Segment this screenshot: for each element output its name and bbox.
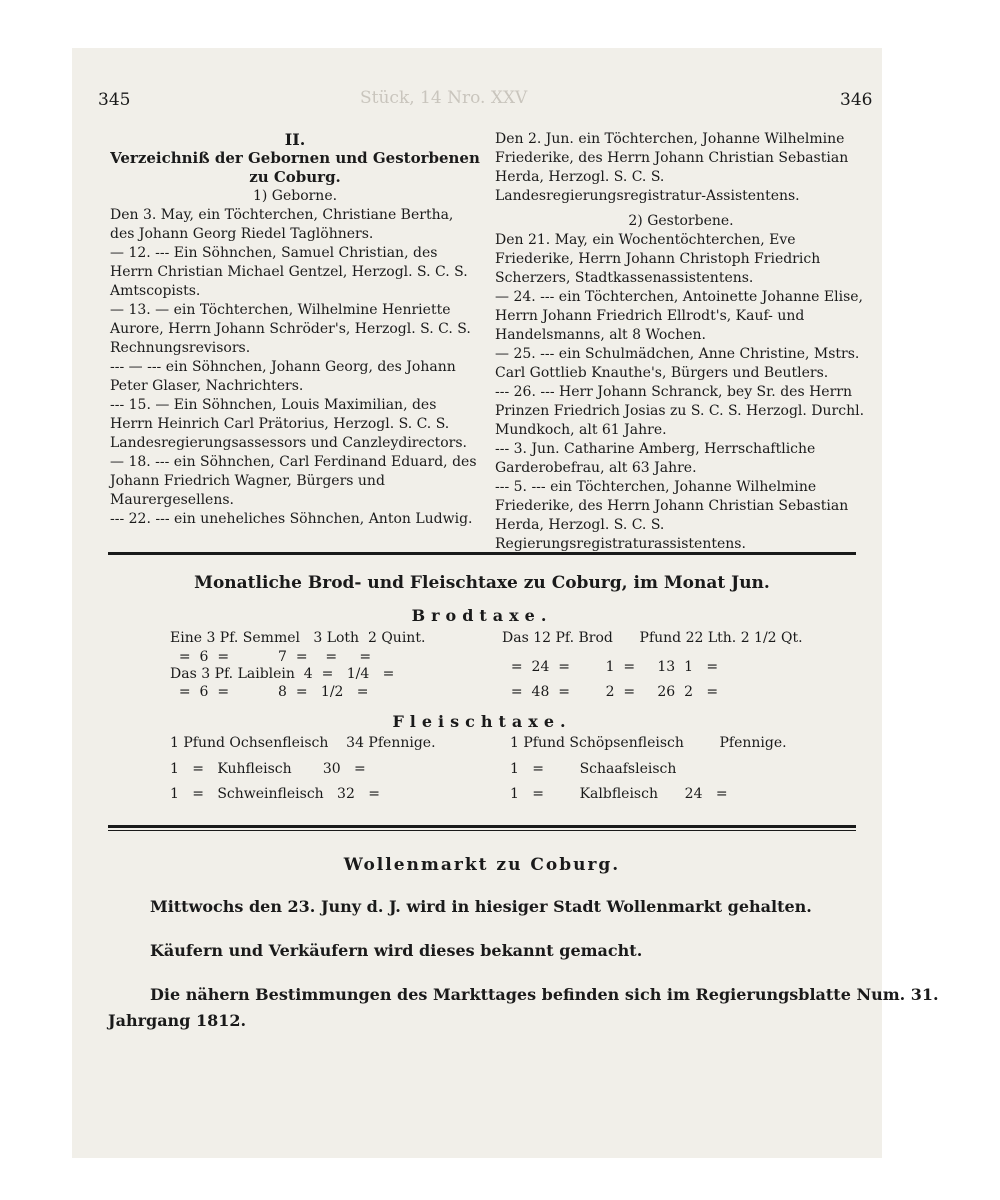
divider-rule (108, 552, 856, 555)
divider-rule (108, 825, 856, 828)
wool-announcement: Käufern und Verkäufern wird dieses bekannt gemacht. (150, 941, 643, 960)
register-title: Verzeichniß der Gebornen und Gestorbenen (110, 149, 480, 167)
divider-rule-thin (108, 830, 856, 831)
register-title-place: zu Coburg. (249, 168, 341, 186)
section-number: II. (284, 130, 306, 149)
deaths-heading: 2) Gestorbene. (628, 213, 734, 229)
birth-entry: — 13. — ein Töchterchen, Wilhelmine Henriette Aurore, Herrn Johann Schröder's, Herzogl. S. C. S. Rechnungsrevisors. (110, 302, 471, 356)
wool-title: Wollenmarkt zu Coburg. (343, 855, 621, 875)
brod-row-right: Das 12 Pf. Brod Pfund 22 Lth. 2 1/2 Qt. (502, 630, 803, 646)
brod-heading: Brodtaxe. (411, 606, 553, 625)
birth-entry: — 12. --- Ein Söhnchen, Samuel Christian, des Herrn Christian Michael Gentzel, Herzogl. S. C. S. Amtscopists. (110, 245, 468, 299)
death-entry: — 24. --- ein Töchterchen, Antoinette Johanne Elise, Herrn Johann Friedrich Ellrodt's, Kauf- und Handelsmanns, alt 8 Wochen. (495, 289, 863, 343)
death-entry: --- 3. Jun. Catharine Amberg, Herrschaftliche Garderobefrau, alt 63 Jahre. (495, 441, 816, 476)
birth-entry: --- 22. --- ein uneheliches Söhnchen, Anton Ludwig. (110, 511, 473, 527)
brod-row: = 6 = 8 = 1/2 = (170, 684, 369, 700)
birth-entry: --- 15. — Ein Söhnchen, Louis Maximilian, des Herrn Heinrich Carl Prätorius, Herzogl. S. C. S. Landesregierungsassessors und Canzleydirectors. (110, 397, 467, 451)
page-number-left: 345 (98, 90, 131, 110)
births-heading: 1) Geborne. (252, 188, 338, 204)
brod-row: Das 3 Pf. Laiblein 4 = 1/4 = (170, 666, 395, 682)
death-entry: — 25. --- ein Schulmädchen, Anne Christine, Mstrs. Carl Gottlieb Knauthe's, Bürgers und Beutlers. (495, 346, 860, 381)
fleisch-row: 1 = Kuhfleisch 30 = (170, 761, 366, 777)
wool-announcement: Jahrgang 1812. (108, 1011, 247, 1030)
fleisch-row: 1 = Schweinfleisch 32 = (170, 786, 380, 802)
birth-entry: --- — --- ein Söhnchen, Johann Georg, des Johann Peter Glaser, Nachrichters. (110, 359, 456, 394)
birth-entry: — 18. --- ein Söhnchen, Carl Ferdinand Eduard, des Johann Friedrich Wagner, Bürgers und Maurergesellens. (110, 454, 477, 508)
death-entry: --- 5. --- ein Töchterchen, Johanne Wilhelmine Friederike, des Herrn Johann Christian Sebastian Herda, Herzogl. S. C. S. Regierungsregistraturassistentens. (495, 479, 849, 552)
fleisch-row-right: 1 Pfund Schöpsenfleisch Pfennige. (510, 735, 787, 751)
brod-row: = 6 = 7 = = = (170, 649, 372, 665)
page-number-right: 346 (840, 90, 873, 110)
fleisch-row-right: 1 = Kalbfleisch 24 = (510, 786, 728, 802)
brod-row: Eine 3 Pf. Semmel 3 Loth 2 Quint. (170, 630, 426, 646)
faint-header: Stück, 14 Nro. XXV (360, 88, 528, 108)
birth-entry: Den 2. Jun. ein Töchterchen, Johanne Wilhelmine Friederike, des Herrn Johann Christian Sebastian Herda, Herzogl. S. C. S. Landesregierungsregistratur-Assistentens. (495, 131, 849, 204)
death-entry: --- 26. --- Herr Johann Schranck, bey Sr. des Herrn Prinzen Friedrich Josias zu S. C. S. Herzogl. Durchl. Mundkoch, alt 61 Jahre. (495, 384, 865, 438)
fleisch-heading: Fleischtaxe. (392, 712, 572, 731)
births-column (110, 130, 480, 529)
birth-entry: Den 3. May, ein Töchterchen, Christiane Bertha, des Johann Georg Riedel Taglöhners. (110, 207, 454, 242)
deaths-column (495, 130, 867, 554)
fleisch-row-right: 1 = Schaafsleisch (510, 761, 677, 777)
wool-announcement: Mittwochs den 23. Juny d. J. wird in hiesiger Stadt Wollenmarkt gehalten. (150, 897, 812, 916)
wool-announcement: Die nähern Bestimmungen des Markttages befinden sich im Regierungsblatte Num. 31. (150, 985, 939, 1004)
brod-row-right: = 24 = 1 = 13 1 = (502, 659, 719, 675)
tax-title: Monatliche Brod- und Fleischtaxe zu Coburg, im Monat Jun. (194, 573, 770, 593)
brod-row-right: = 48 = 2 = 26 2 = (502, 684, 719, 700)
death-entry: Den 21. May, ein Wochentöchterchen, Eve Friederike, Herrn Johann Christoph Friedrich Scherzers, Stadtkassenassistentens. (495, 232, 821, 286)
fleisch-row: 1 Pfund Ochsenfleisch 34 Pfennige. (170, 735, 436, 751)
